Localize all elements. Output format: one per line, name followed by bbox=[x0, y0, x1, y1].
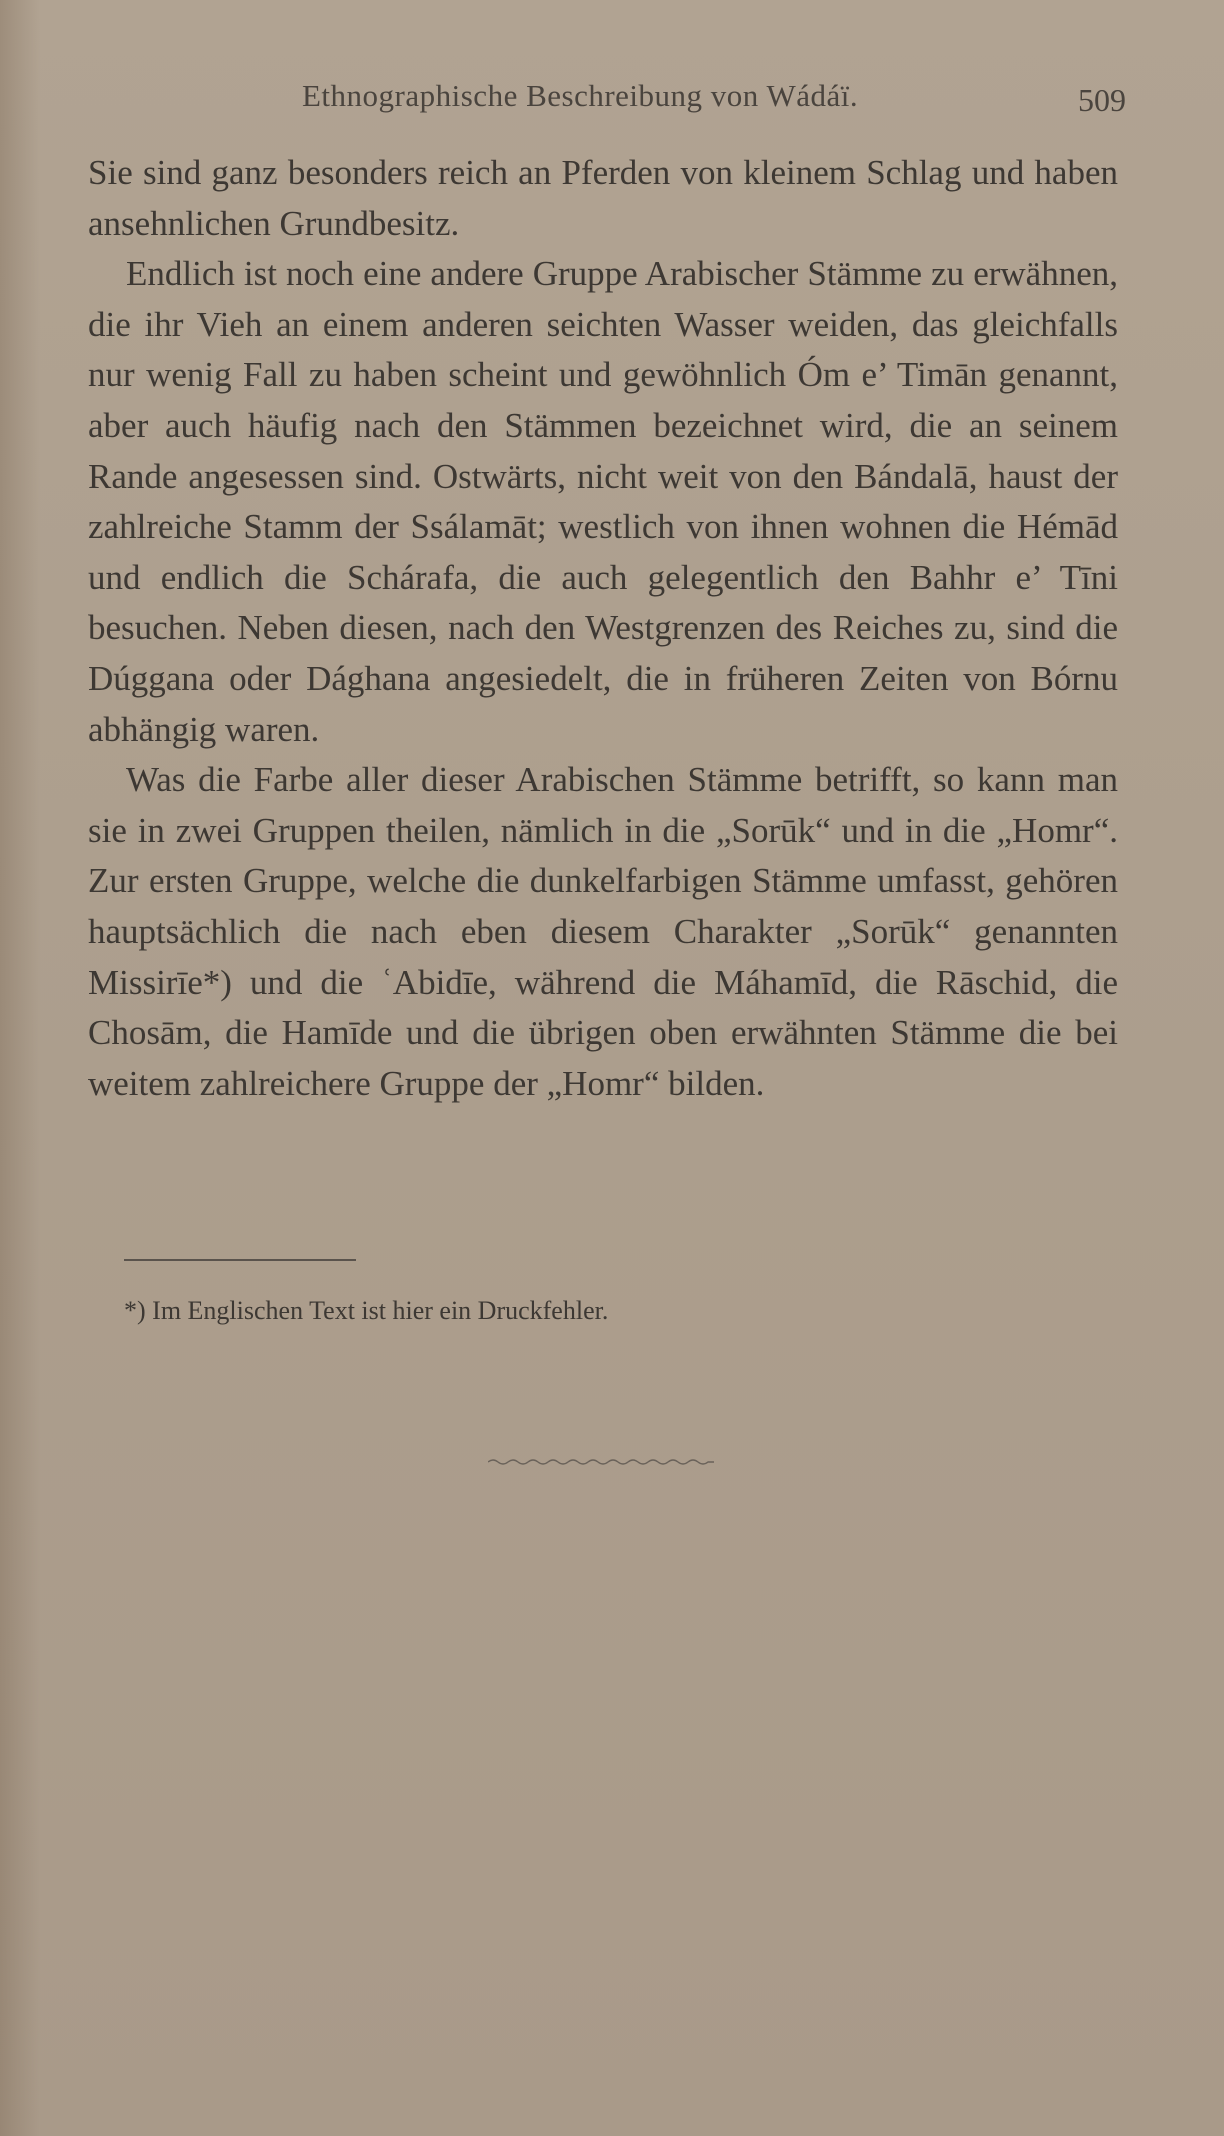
running-head bbox=[0, 78, 1224, 128]
body-text bbox=[88, 148, 1118, 1109]
page-number: 509 bbox=[1078, 82, 1126, 118]
paragraph-2: Endlich ist noch eine andere Gruppe Arabischer Stämme zu erwähnen, die ihr Vieh an einem anderen seichten Wasser weiden, das gleichfalls nur wenig Fall zu haben scheint und gewöhnlich Óm e’ Timān genannt, aber auch häufig nach den Stämmen bezeichnet wird, die an seinem Rande angesessen sind. Ostwärts, nicht weit von den Bándalā, haust der zahlreiche Stamm der Ssálamāt; westlich von ihnen wohnen die Hémād und endlich die Schárafa, die auch gelegentlich den Bahhr e’ Tīni besuchen. Neben diesen, nach den Westgrenzen des Reiches zu, sind die Dúggana oder Dághana angesiedelt, die in früheren Zeiten von Bórnu abhängig waren. bbox=[88, 254, 1118, 749]
paragraph-1: Sie sind ganz besonders reich an Pferden von kleinem Schlag und haben ansehnlichen Grundbesitz. bbox=[88, 153, 1118, 243]
end-ornament bbox=[488, 1456, 714, 1468]
running-title: Ethnographische Beschreibung von Wádáï. bbox=[302, 78, 859, 113]
footnote-rule bbox=[124, 1259, 356, 1261]
paragraph-3: Was die Farbe aller dieser Arabischen Stämme betrifft, so kann man sie in zwei Gruppen theilen, nämlich in die „Sorūk“ und in die „Homr“. Zur ersten Gruppe, welche die dunkelfarbigen Stämme umfasst, gehören hauptsächlich die nach eben diesem Charakter „Sorūk“ genannten Missirīe*) und die ʿAbidīe, während die Máhamīd, die Rāschid, die Chosām, die Hamīde und die übrigen oben erwähnten Stämme die bei weitem zahlreichere Gruppe der „Homr“ bilden. bbox=[88, 760, 1118, 1103]
footnote: *) Im Englischen Text ist hier ein Druckfehler. bbox=[124, 1296, 609, 1325]
